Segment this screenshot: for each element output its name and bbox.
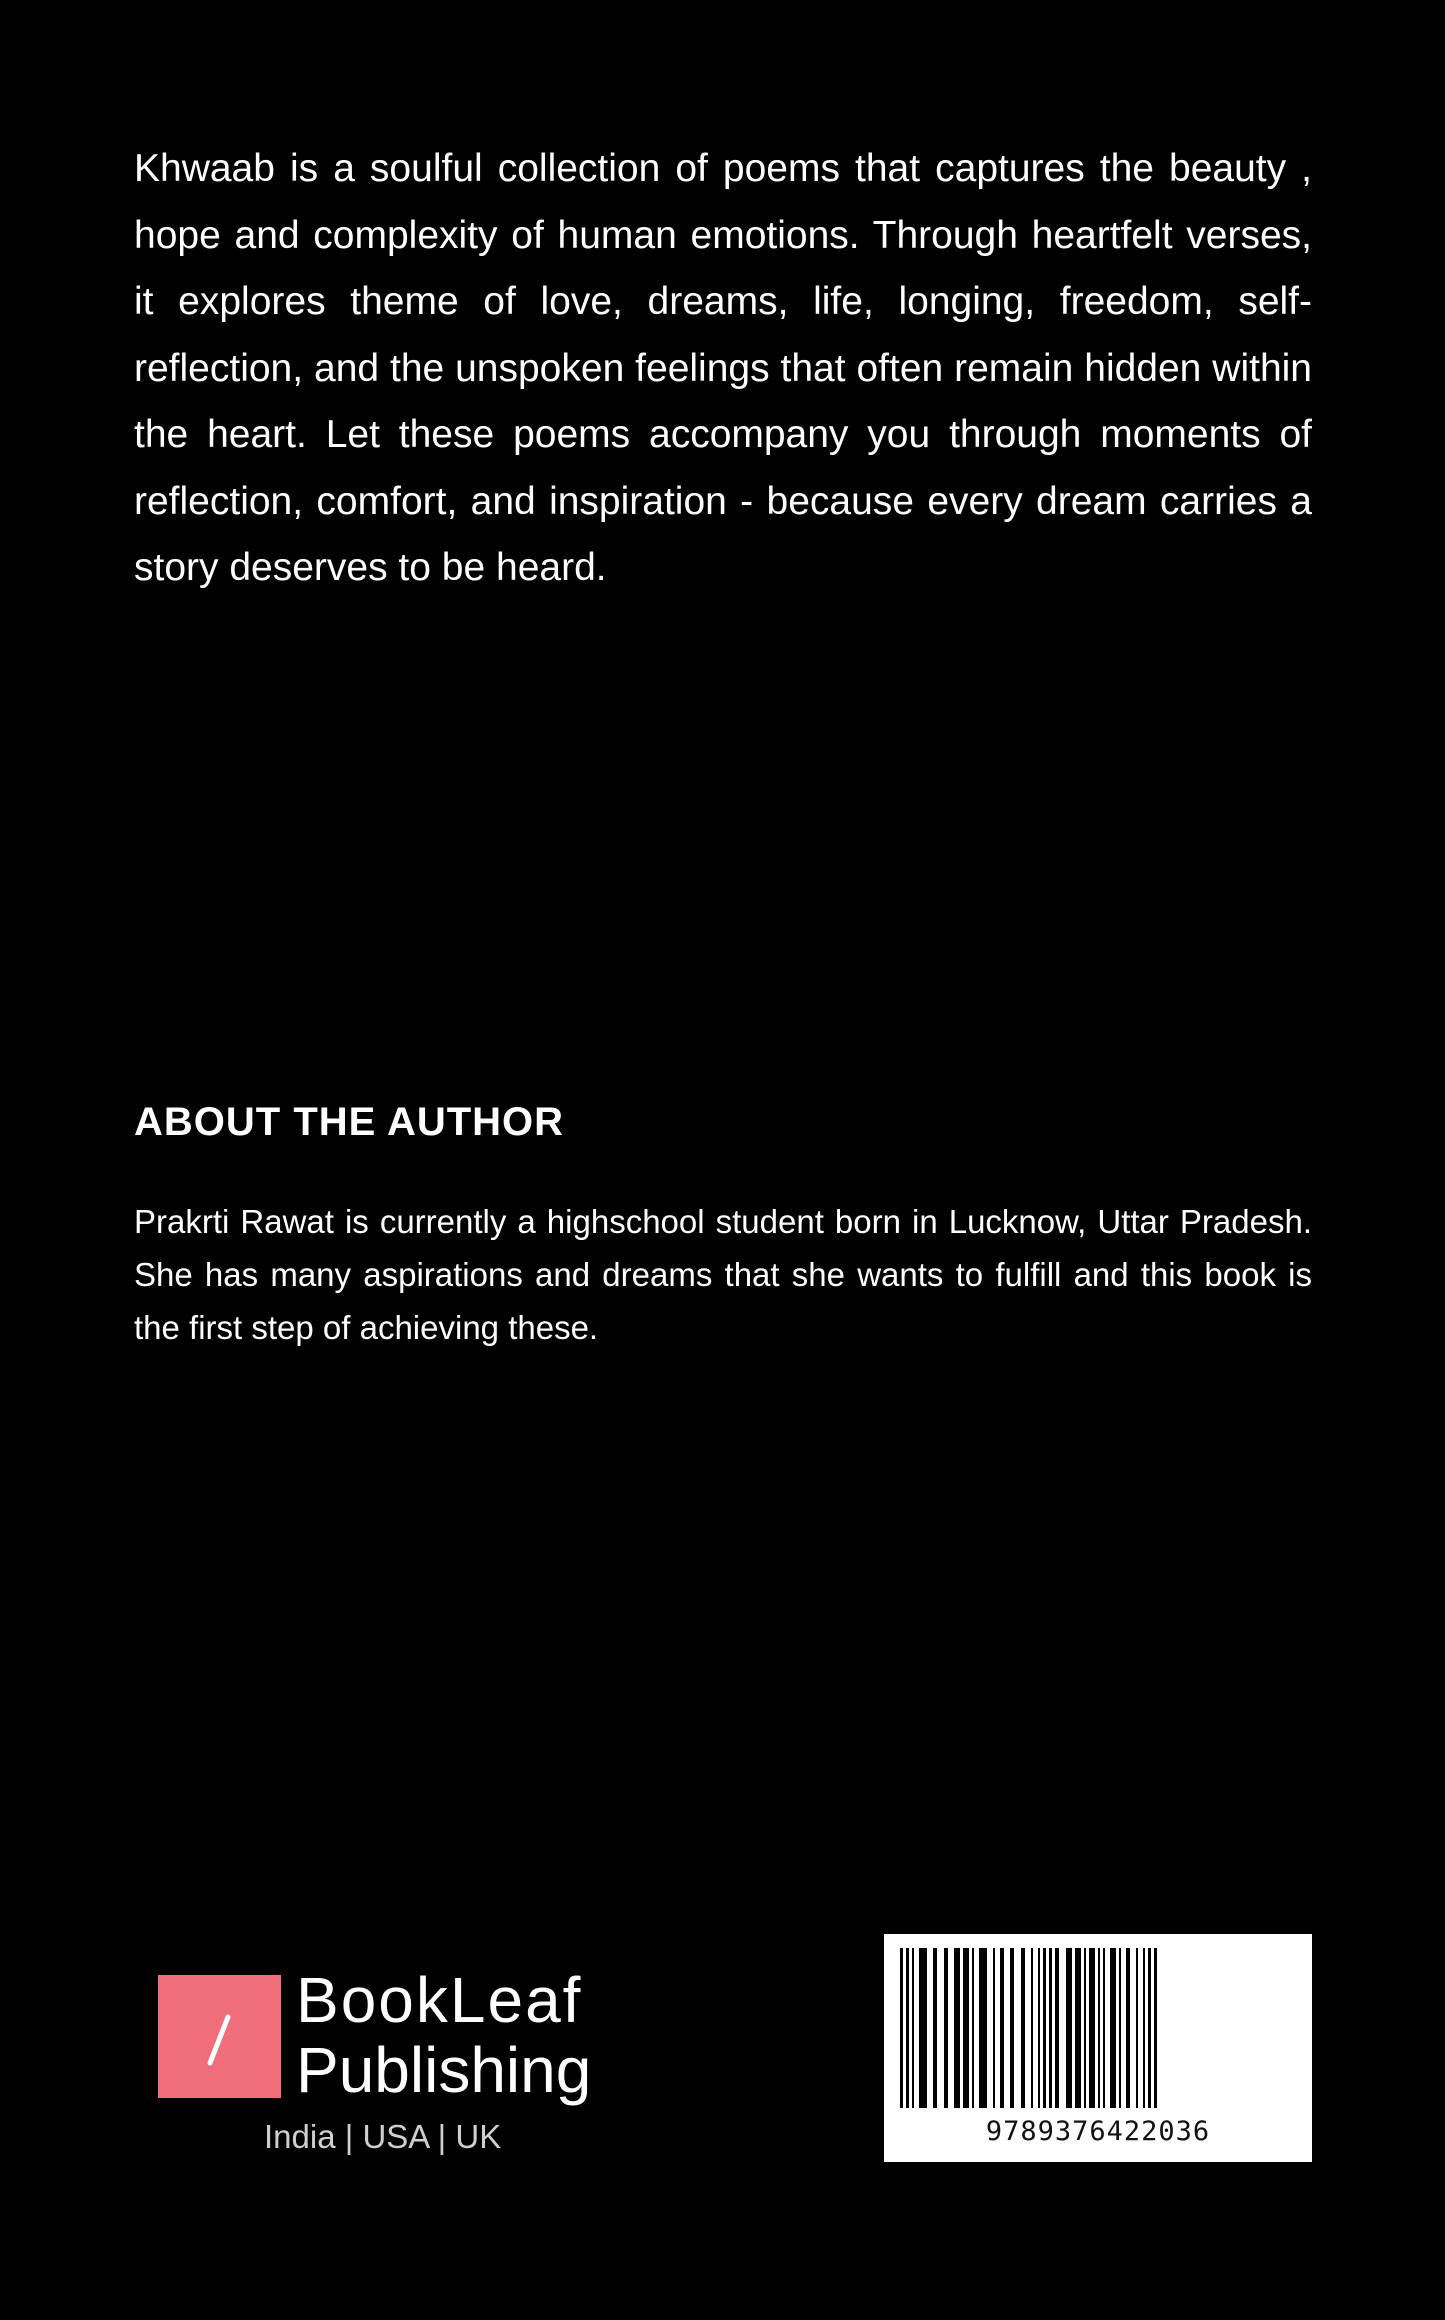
barcode-bar <box>1021 1948 1025 2108</box>
publisher-name-line2: Publishing <box>296 2034 592 2106</box>
barcode-bar <box>1110 1948 1116 2108</box>
barcode-bar <box>1103 1948 1105 2108</box>
barcode-bar <box>1038 1948 1040 2108</box>
barcode-bar <box>1154 1948 1157 2108</box>
barcode-bar <box>993 1948 995 2108</box>
barcode-bar <box>1066 1948 1072 2108</box>
isbn-barcode <box>884 1934 1312 2162</box>
barcode-bar <box>1136 1948 1138 2108</box>
barcode-bar <box>900 1948 903 2108</box>
barcode-bar <box>933 1948 937 2108</box>
publisher-regions: India | USA | UK <box>264 2118 502 2155</box>
about-author-heading: ABOUT THE AUTHOR <box>134 1100 565 1144</box>
barcode-bar <box>1000 1948 1004 2108</box>
barcode-bar <box>1010 1948 1014 2108</box>
barcode-bar <box>1031 1948 1033 2108</box>
barcode-bar <box>979 1948 987 2108</box>
barcode-bar <box>1043 1948 1046 2108</box>
barcode-bars <box>900 1948 1296 2108</box>
barcode-bar <box>1089 1948 1095 2108</box>
about-author-text: Prakrti Rawat is currently a highschool student born in Lucknow, Uttar Pradesh. She has many aspirations and dreams that she wants to fulfill and this book is the first step of achieving these. <box>134 1203 1312 1346</box>
barcode-bar <box>919 1948 927 2108</box>
barcode-bar <box>1049 1948 1052 2108</box>
publisher-name-line1: BookLeaf <box>296 1964 583 2036</box>
barcode-bar <box>972 1948 974 2108</box>
barcode-bar <box>1126 1948 1130 2108</box>
back-cover-blurb: Khwaab is a soulful collection of poems that captures the beauty , hope and complexity of human emotions. Through heartfelt verses, it explores theme of love, dreams, life, longing, freedom, self-reflection, and the unspoken feelings that often remain hidden within the heart. Let these poems accompany you through moments of reflection, comfort, and inspiration - because every dream carries a story deserves to be heard. <box>134 147 1312 589</box>
isbn-number: 9789376422036 <box>985 2116 1211 2147</box>
barcode-bar <box>1148 1948 1151 2108</box>
barcode-bar <box>1143 1948 1145 2108</box>
barcode-bar <box>1119 1948 1121 2108</box>
bookleaf-logo-icon <box>158 1975 281 2098</box>
barcode-bar <box>963 1948 969 2108</box>
barcode-bar <box>1075 1948 1081 2108</box>
barcode-bar <box>906 1948 909 2108</box>
barcode-bar <box>1055 1948 1059 2108</box>
barcode-bar <box>1084 1948 1086 2108</box>
barcode-bar <box>954 1948 960 2108</box>
barcode-bar <box>1098 1948 1100 2108</box>
barcode-bar <box>912 1948 914 2108</box>
barcode-bar <box>944 1948 948 2108</box>
